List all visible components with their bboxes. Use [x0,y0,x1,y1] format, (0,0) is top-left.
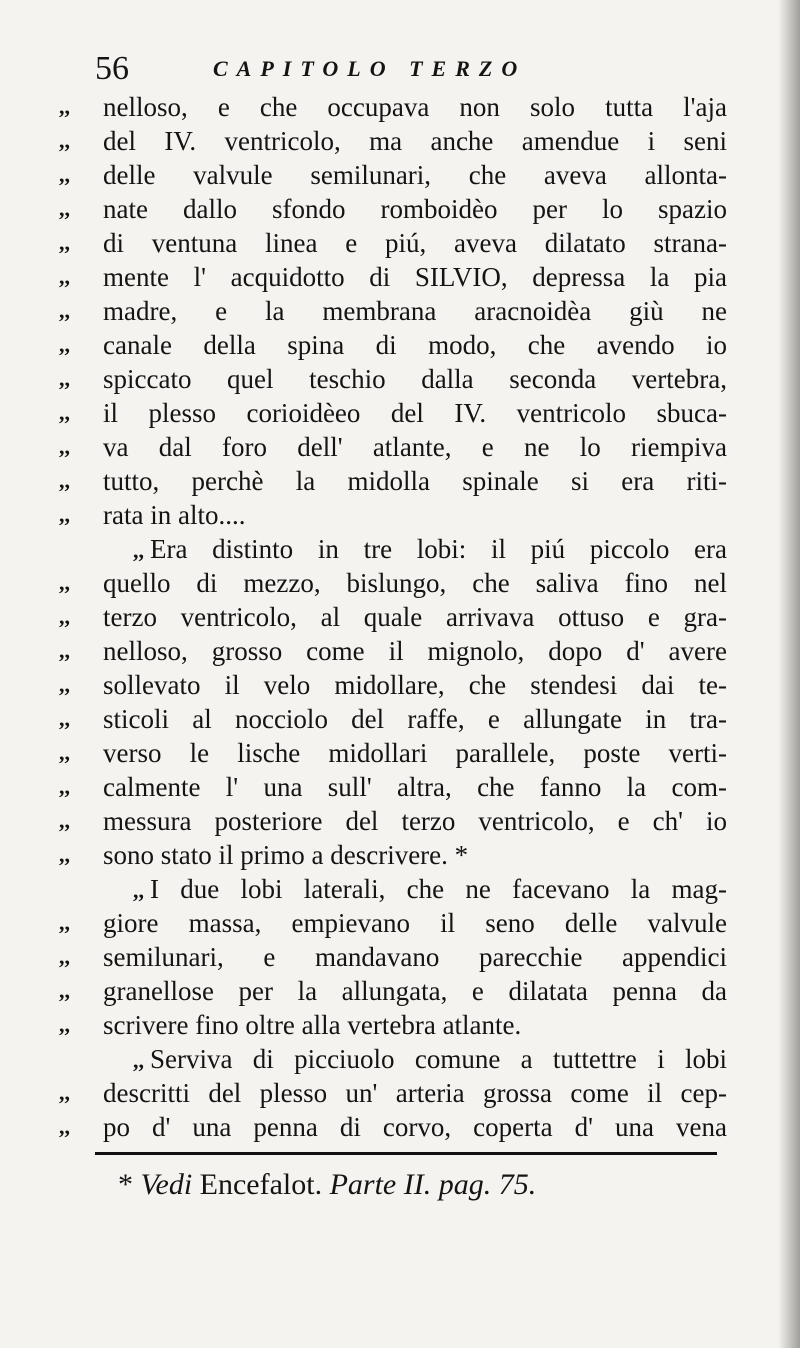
text-line [55,702,727,736]
text-line [55,226,727,260]
text-line [55,634,727,668]
line-text: madre, e la membrana aracnoidèa giù ne [103,296,727,326]
footnote [118,1168,536,1202]
footnote-part: Parte II. pag. 75. [329,1168,537,1201]
quote-mark: ,, [59,774,70,799]
text-line [55,770,727,804]
footnote-rule [95,1152,717,1155]
line-text: sollevato il velo midollare, che stendesi dai te- [103,670,727,700]
line-text: verso le lische midollari parallele, poste verti- [103,738,727,768]
text-line [55,532,727,566]
line-text: messura posteriore del terzo ventricolo, e ch' io [103,806,727,836]
line-text: delle valvule semilunari, che aveva allonta- [103,160,727,190]
line-text: descritti del plesso un' arteria grossa come il cep- [103,1078,727,1108]
line-text: nate dallo sfondo romboidèo per lo spazio [103,194,727,224]
quote-mark: ,, [59,944,70,969]
quote-mark: ,, [59,672,70,697]
quote-mark: ,, [59,230,70,255]
line-text: nelloso, e che occupava non solo tutta l'aja [103,92,727,122]
footnote-ref: Encefalot. [199,1168,323,1201]
quote-mark: ,, [59,366,70,391]
text-line [55,430,727,464]
text-line [55,804,727,838]
line-text: di ventuna linea e piú, aveva dilatato strana- [103,228,727,258]
page-number: 56 [95,50,129,87]
line-text: scrivere fino oltre alla vertebra atlante. [103,1010,522,1040]
text-line [55,498,727,532]
quote-mark: ,, [59,298,70,323]
line-text: rata in alto.... [103,500,246,530]
text-line [55,294,727,328]
quote-mark: ,, [59,196,70,221]
text-line [55,668,727,702]
quote-mark: ,, [59,128,70,153]
footnote-vedi: Vedi [140,1168,193,1201]
line-text: I due lobi laterali, che ne facevano la mag- [150,874,727,904]
text-line [55,838,727,872]
quote-mark: ,, [59,162,70,187]
line-text: il plesso corioidèeo del IV. ventricolo sbuca- [103,398,727,428]
line-text: mente l' acquidotto di SILVIO, depressa la pia [103,262,727,292]
quote-mark: ,, [59,400,70,425]
page-edge-shadow [778,0,800,1348]
line-text: giore massa, empievano il seno delle valvule [103,908,727,938]
text-line [55,1008,727,1042]
text-line [55,90,727,124]
page-header [95,50,735,90]
text-line [55,906,727,940]
quote-mark: ,, [59,570,70,595]
quote-mark: ,, [59,264,70,289]
text-line [55,1076,727,1110]
quote-mark: ,, [59,604,70,629]
quote-mark: ,, [59,842,70,867]
text-line [55,362,727,396]
text-line [55,158,727,192]
text-line [55,566,727,600]
text-line [55,940,727,974]
quote-mark: ,, [133,878,144,903]
line-text: del IV. ventricolo, ma anche amendue i seni [103,126,727,156]
quote-mark: ,, [59,910,70,935]
quote-mark: ,, [59,706,70,731]
line-text: canale della spina di modo, che avendo io [103,330,727,360]
text-line [55,736,727,770]
quote-mark: ,, [59,434,70,459]
line-text: terzo ventricolo, al quale arrivava ottuso e gra- [103,602,727,632]
text-line [55,464,727,498]
line-text: semilunari, e mandavano parecchie appendici [103,942,727,972]
text-line [55,396,727,430]
body-text [55,90,727,1144]
text-line [55,328,727,362]
quote-mark: ,, [59,502,70,527]
quote-mark: ,, [59,468,70,493]
quote-mark: ,, [59,94,70,119]
line-text: sticoli al nocciolo del raffe, e allungate in tra- [103,704,727,734]
quote-mark: ,, [59,740,70,765]
text-line [55,974,727,1008]
quote-mark: ,, [59,1012,70,1037]
text-line [55,1110,727,1144]
line-text: calmente l' una sull' altra, che fanno la com- [103,772,727,802]
line-text: tutto, perchè la midolla spinale si era riti- [103,466,727,496]
line-text: Serviva di picciuolo comune a tuttettre i lobi [150,1044,727,1074]
text-line [55,124,727,158]
text-line [55,260,727,294]
text-line [55,872,727,906]
text-line [55,1042,727,1076]
quote-mark: ,, [133,538,144,563]
quote-mark: ,, [133,1048,144,1073]
line-text: quello di mezzo, bislungo, che saliva fino nel [103,568,727,598]
running-head: CAPITOLO TERZO [213,56,527,81]
quote-mark: ,, [59,332,70,357]
line-text: po d' una penna di corvo, coperta d' una vena [103,1112,727,1142]
quote-mark: ,, [59,1114,70,1139]
line-text: nelloso, grosso come il mignolo, dopo d' avere [103,636,727,666]
quote-mark: ,, [59,978,70,1003]
text-line [55,600,727,634]
line-text: spiccato quel teschio dalla seconda vertebra, [103,364,727,394]
quote-mark: ,, [59,638,70,663]
line-text: sono stato il primo a descrivere. * [103,840,469,870]
line-text: va dal foro dell' atlante, e ne lo riempiva [103,432,727,462]
quote-mark: ,, [59,1080,70,1105]
line-text: granellose per la allungata, e dilatata penna da [103,976,727,1006]
quote-mark: ,, [59,808,70,833]
text-line [55,192,727,226]
line-text: Era distinto in tre lobi: il piú piccolo era [150,534,727,564]
footnote-marker: * [118,1168,133,1201]
